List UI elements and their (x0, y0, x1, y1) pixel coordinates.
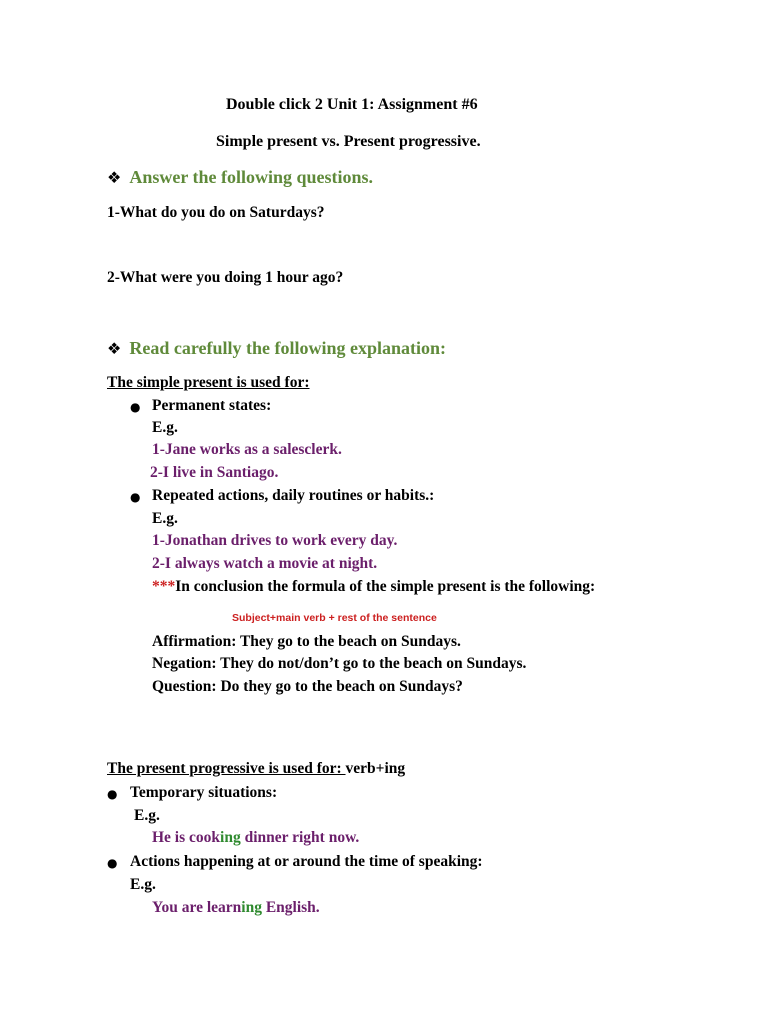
section-heading-text: Answer the following questions. (129, 167, 374, 187)
eg-label: E.g. (134, 807, 160, 824)
formula-line: Subject+main verb + rest of the sentence (232, 612, 437, 624)
bullet-icon: ● (130, 400, 141, 414)
example-line: 2-I live in Santiago. (150, 464, 279, 481)
bullet-icon: ● (107, 787, 118, 801)
diamond-bullet-icon: ❖ (107, 168, 122, 187)
bullet-icon: ● (107, 856, 118, 870)
example-text: You are learn (152, 899, 242, 916)
example-line: 1-Jonathan drives to work every day. (152, 532, 398, 549)
eg-label: E.g. (130, 876, 156, 893)
conclusion-stars: *** (152, 578, 176, 595)
bullet-temporary-situations: Temporary situations: (130, 784, 278, 801)
bullet-repeated-actions: Repeated actions, daily routines or habits.: (152, 487, 435, 504)
section-heading-questions (107, 168, 373, 186)
example-line: 2-I always watch a movie at night. (152, 555, 378, 572)
simple-present-title: The simple present is used for: (107, 374, 310, 391)
bullet-permanent-states: Permanent states: (152, 397, 272, 414)
conclusion-text: In conclusion the formula of the simple present is the following: (175, 578, 596, 595)
example-line (152, 830, 359, 846)
section-heading-text: Read carefully the following explanation: (129, 338, 447, 358)
ing-suffix: ing (241, 899, 262, 916)
bullet-actions-happening: Actions happening at or around the time of speaking: (130, 853, 483, 870)
affirmation-example: Affirmation: They go to the beach on Sundays. (152, 633, 461, 650)
negation-example: Negation: They do not/don’t go to the beach on Sundays. (152, 655, 527, 672)
question-2: 2-What were you doing 1 hour ago? (107, 269, 344, 286)
document-subtitle: Simple present vs. Present progressive. (216, 133, 481, 150)
document-title: Double click 2 Unit 1: Assignment #6 (226, 96, 478, 113)
question-1: 1-What do you do on Saturdays? (107, 204, 325, 221)
eg-label: E.g. (152, 510, 178, 527)
present-progressive-title-text: The present progressive is used for: (107, 760, 346, 777)
ing-suffix: ing (220, 829, 241, 846)
question-example: Question: Do they go to the beach on Sundays? (152, 678, 463, 695)
present-progressive-title (107, 761, 405, 777)
example-text: He is cook (152, 829, 221, 846)
present-progressive-title-suffix: verb+ing (345, 760, 406, 777)
eg-label: E.g. (152, 419, 178, 436)
example-text: dinner right now. (240, 829, 360, 846)
bullet-icon: ● (130, 490, 141, 504)
diamond-bullet-icon: ❖ (107, 339, 122, 358)
conclusion-line (152, 579, 595, 595)
example-line: 1-Jane works as a salesclerk. (152, 441, 342, 458)
example-text: English. (261, 899, 320, 916)
section-heading-explanation (107, 339, 446, 357)
example-line (152, 900, 320, 916)
